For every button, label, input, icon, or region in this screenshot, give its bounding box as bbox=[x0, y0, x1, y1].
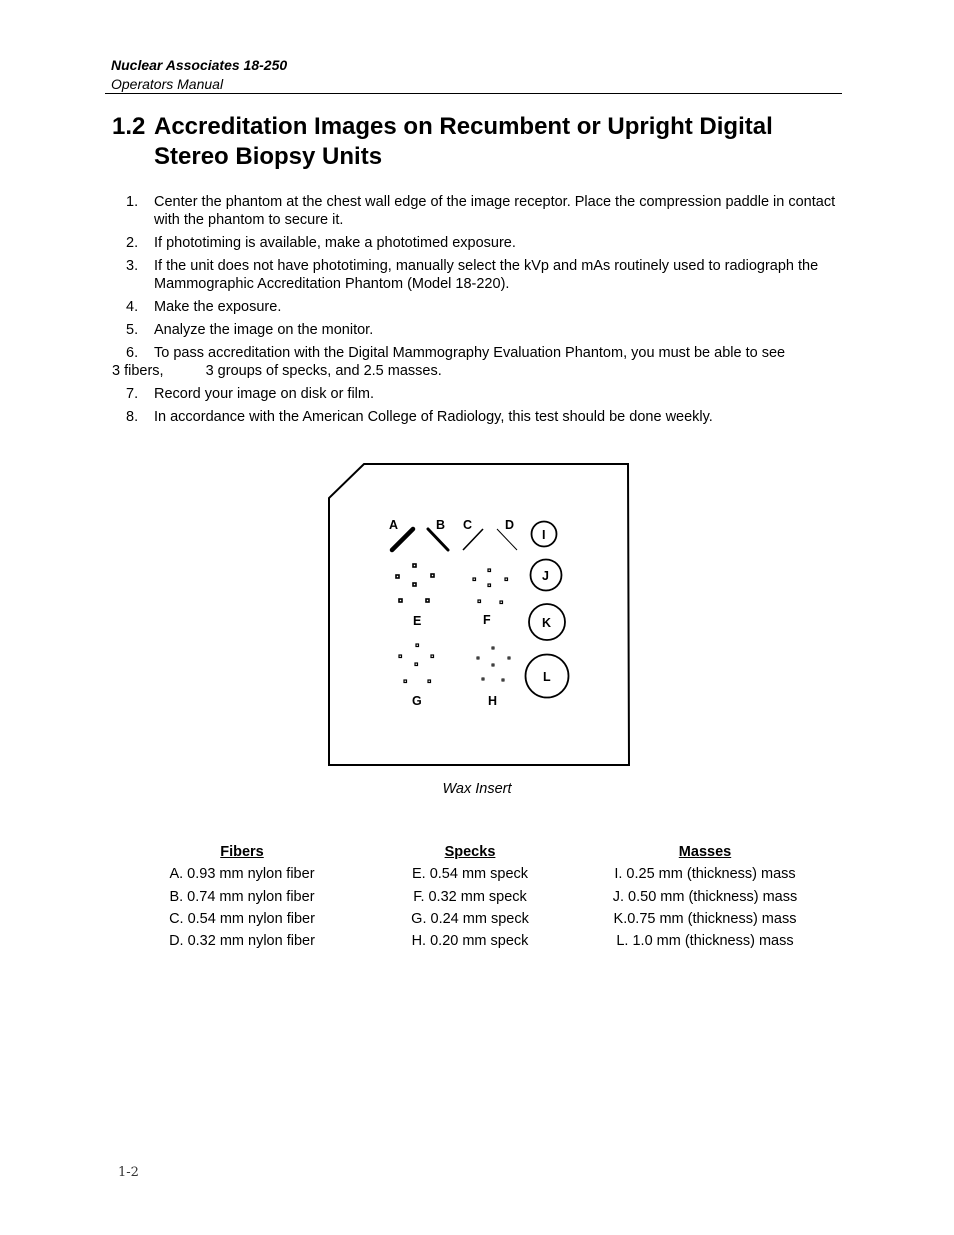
section-title-line2: Stereo Biopsy Units bbox=[154, 143, 383, 170]
label-j: J bbox=[542, 569, 549, 583]
label-l: L bbox=[543, 670, 551, 684]
section-number: 1.2 bbox=[112, 113, 146, 140]
speck-group-g bbox=[399, 644, 434, 683]
legend-item: F. 0.32 mm speck bbox=[413, 888, 527, 905]
label-f: F bbox=[483, 613, 491, 627]
product-name: Nuclear Associates 18-250 bbox=[111, 57, 288, 73]
speck-group-e bbox=[396, 564, 434, 602]
label-i: I bbox=[542, 528, 546, 542]
step-item: 5. Analyze the image on the monitor. bbox=[126, 322, 374, 338]
label-g: G bbox=[412, 694, 422, 708]
figure-caption: Wax Insert bbox=[442, 781, 512, 797]
label-h: H bbox=[488, 694, 498, 708]
legend-item: A. 0.93 mm nylon fiber bbox=[169, 866, 315, 883]
fiber-b bbox=[428, 529, 448, 550]
legend-fibers-title: Fibers bbox=[220, 844, 264, 860]
label-a: A bbox=[389, 518, 399, 532]
wax-insert-diagram bbox=[326, 462, 632, 768]
section-title bbox=[112, 112, 832, 172]
fiber-a bbox=[392, 529, 413, 550]
step-item: 1. Center the phantom at the chest wall edge of the image receptor. Place the compression paddle in contact with the phantom to secure it. bbox=[126, 194, 836, 228]
step-item: 8. In accordance with the American College of Radiology, this test should be done weekly. bbox=[126, 409, 713, 425]
legend-masses bbox=[590, 841, 820, 952]
label-d: D bbox=[505, 518, 515, 532]
step-item: 3. If the unit does not have phototiming, manually select the kVp and mAs routinely used to radiograph the Mammographic Accreditation Phantom (Model 18-220). bbox=[126, 258, 819, 292]
legend-item: I. 0.25 mm (thickness) mass bbox=[614, 866, 796, 883]
legend-item: L. 1.0 mm (thickness) mass bbox=[616, 933, 794, 950]
step-item: 2. If phototiming is available, make a phototimed exposure. bbox=[126, 235, 516, 251]
insert-outline bbox=[329, 464, 629, 765]
header-divider bbox=[105, 93, 842, 94]
label-k: K bbox=[542, 616, 552, 630]
legend-specks bbox=[380, 841, 560, 952]
legend-item: B. 0.74 mm nylon fiber bbox=[169, 888, 315, 905]
page-number: 1-2 bbox=[118, 1165, 139, 1180]
label-c: C bbox=[463, 518, 473, 532]
legend-item: K.0.75 mm (thickness) mass bbox=[613, 910, 797, 927]
legend-item: C. 0.54 mm nylon fiber bbox=[169, 910, 315, 927]
label-b: B bbox=[436, 518, 446, 532]
legend-masses-title: Masses bbox=[678, 844, 732, 860]
fiber-d bbox=[497, 529, 517, 550]
fiber-c bbox=[463, 529, 483, 550]
legend-fibers bbox=[152, 841, 332, 952]
legend-item: J. 0.50 mm (thickness) mass bbox=[612, 888, 798, 905]
legend-specks-title: Specks bbox=[444, 844, 496, 860]
step-item: 7. Record your image on disk or film. bbox=[126, 386, 374, 402]
section-title-line1: Accreditation Images on Recumbent or Upright Digital bbox=[154, 113, 773, 140]
speck-group-h bbox=[477, 647, 510, 681]
legend-item: G. 0.24 mm speck bbox=[411, 910, 529, 927]
step-item: 4. Make the exposure. bbox=[126, 299, 282, 315]
speck-group-f bbox=[473, 569, 508, 604]
label-e: E bbox=[413, 614, 422, 628]
legend-item: H. 0.20 mm speck bbox=[411, 933, 529, 950]
procedure-steps bbox=[112, 193, 838, 431]
step-item: 6. To pass accreditation with the Digital Mammography Evaluation Phantom, you must be able to see 3 fibers, 3 groups of specks, and 2.5 masses. bbox=[112, 345, 786, 379]
legend-item: E. 0.54 mm speck bbox=[411, 866, 529, 883]
manual-name: Operators Manual bbox=[111, 76, 224, 92]
page-header bbox=[111, 56, 842, 94]
legend-item: D. 0.32 mm nylon fiber bbox=[169, 933, 315, 950]
